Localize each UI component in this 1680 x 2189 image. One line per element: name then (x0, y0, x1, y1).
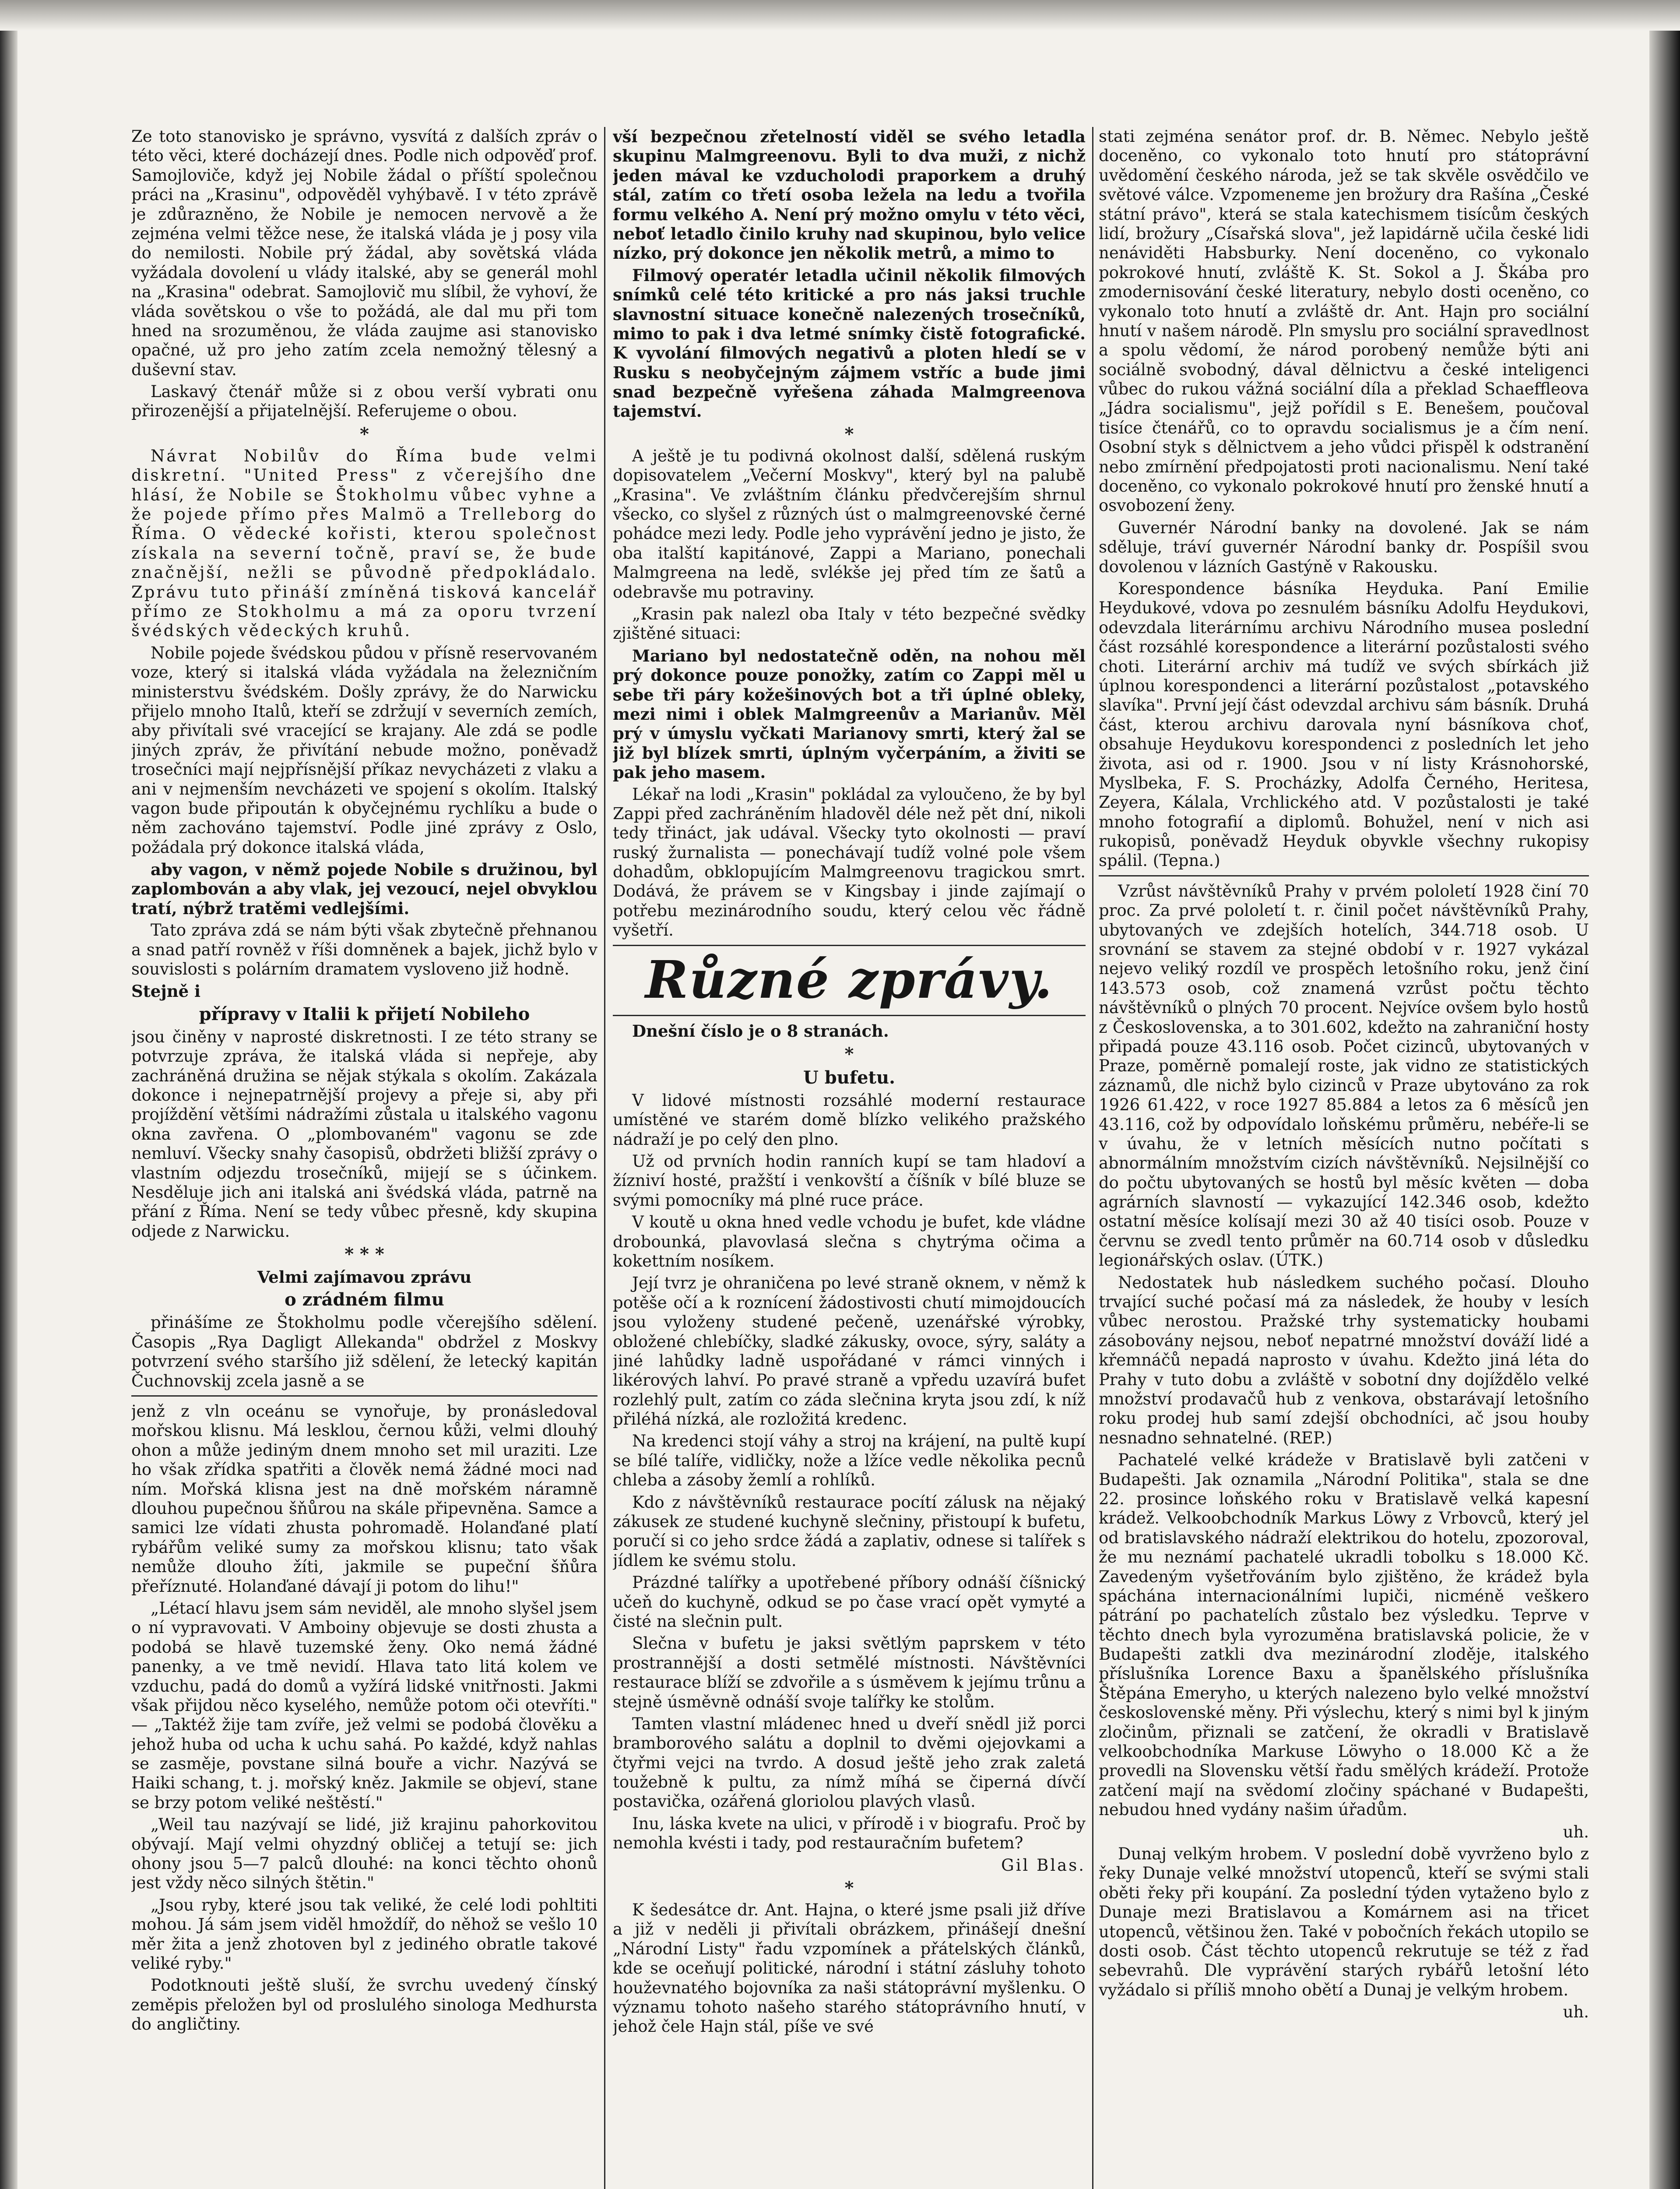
article-paragraph: „Jsou ryby, které jsou tak veliké, že celé lodi pohltiti mohou. Já sám jsem viděl hmoždíř, do něhož se vešlo 10 měr žita a jenž zhotoven byl z jediného obratle takové veliké ryby." (131, 1895, 597, 1973)
scan-right-edge (1649, 0, 1680, 2189)
news-item: Pachatelé velké krádeže v Bratislavě byli zatčeni v Budapešti. Jak oznamila „Národní Politika", stala se dne 22. prosince loňského roku v Bratislavě velká kapesní krádež. Velkoobchodník Markus Löwy z Vrbovců, který jel od bratislavského nádraží elektrikou do hotelu, zpozoroval, že mu neznámí pachatelé ukradli tobolku s 18.000 Kč. Zavedeným vyšetřováním bylo zjištěno, že krádež byla spáchána internacionálními lupiči, nicméně veškero pátrání po pachatelích zůstalo bez výsledku. Teprve v těchto dnech byla vyrozuměna bratislavská policie, že v Budapešti zatkli dva mezinárodní zloděje, italského příslušníka Lorence Baxu a španělského příslušníka Štěpána Emeryho, u kterých nalezeno bylo velké množství československé měny. Při výslechu, který s nimi byl k jiným zločinům, přiznali se zatčení, že okradli v Bratislavě velkoobchodníka Markuse Löwyho o 18.000 Kč a že provedli na Slovensku větší řadu smělých krádeží. Protože zatčení mají na svědomí zločiny spáchané v Budapešti, nebudou hned vydány našim úřadům. (1099, 1450, 1589, 1819)
article-paragraph: Už od prvních hodin ranních kupí se tam hladoví a žízniví hosté, pražští i venkovští a číšník v bílé bluze se svými pomocníky má plné ruce práce. (613, 1151, 1086, 1210)
article-paragraph: přinášíme ze Štokholmu podle včerejšího sdělení. Časopis „Rya Dagligt Allekanda" obdržel z Moskvy potvrzení svého staršího již sdělení, že letecký kapitán Čuchnovskij zcela jasně a se (131, 1313, 597, 1390)
column-3 (1099, 127, 1589, 2189)
article-paragraph: „Krasin pak nalezl oba Italy v této bezpečné svědky zjištěné situaci: (613, 604, 1086, 643)
article-paragraph: Její tvrz je ohraničena po levé straně oknem, v němž k potěše očí a k roznícení žádostivosti chutí mimojdoucích jsou vyloženy studené pečeně, uzenářské výrobky, obložené chlebíčky, sladké zákusky, ovoce, sýry, saláty a jiné lahůdky ladně uspořádané v rámci vinných i likérových lahví. Po pravé straně a vpředu uzavírá bufet rozlehlý pult, zatím co záda slečnina kryta jsou zdí, k níž přiléhá nízká, ale rozložitá kredenc. (613, 1274, 1086, 1429)
scan-top-edge (0, 0, 1680, 31)
article-paragraph: Ze toto stanovisko je správno, vysvítá z dalších zpráv o této věci, které docházejí dnes. Podle nich odpověď prof. Samojloviče, když jej Nobile žádal o příští společnou práci na „Krasinu", odpověděl vyhýbavě. I v této zprávě je zdůrazněno, že Nobile je nemocen nervově a že zejména velmi těžce nese, že italská vláda je j posy vila do nemilosti. Nobile prý žádal, aby sovětská vláda vyžádala dovolení u vlády italské, aby se generál mohl na „Krasina" odebrat. Samojlovič mu slíbil, že vyhoví, že vláda sovětskou o vše to požádá, ale dal mu při tom hned na srozuměnou, že vláda zaujme asi stanovisko opačné, už pro jeho zatím zcela nemožný tělesný a duševní stav. (131, 127, 597, 379)
notice-line: Dnešní číslo je o 8 stranách. (632, 1021, 889, 1041)
news-item: Guvernér Národní banky na dovolené. Jak se nám sděluje, tráví guvernér Národní banky dr. Pospíšil svou dovolenou v lázních Gastýně v Rakousku. (1099, 518, 1589, 576)
article-heading: U bufetu. (803, 1067, 895, 1088)
article-signature: Gil Blas. (1001, 1855, 1086, 1875)
article-paragraph: Nobile pojede švédskou půdou v přísně reservovaném voze, který si italská vláda vyžádala na železničním ministerstvu švédském. Došly zprávy, že do Narwicku přijelo mnoho Italů, kteří se zdržují v severních zemích, aby přivítali své vracející se krajany. Ale zdá se podle jiných zpráv, že přivítání nebude možno, poněvadž trosečníci mají nejpřísnější příkaz nevycházeti z vlaku a ani v nejmenším nevcházeti ve spojení s okolím. Italský vagon bude připoután k obyčejnému rychlíku a bude o něm zachováno tajemství. Podle jiné zprávy z Oslo, požádala prý dokonce italská vláda, (131, 643, 597, 857)
article-paragraph: jsou činěny v naprosté diskretnosti. I ze této strany se potvrzuje zpráva, že italská vláda si nepřeje, aby zachráněná družina se nějak stýkala s okolím. Zakázala dokonce i nejnepatrnější projevy a přeje si, aby při projíždění většími nádražími zůstala u italského vagonu okna zavřena. O „plombovaném" vagonu se zde nemluví. Všecky snahy časopisů, obdržeti bližší zprávy o vlastním odjezdu trosečníků, mijejí se s účinkem. Nesděluje jich ani italská ani švédská vláda, patrně na přání z Říma. Není se tedy vůbec přesně, kdy skupina odjede z Narwicku. (131, 1027, 597, 1241)
article-paragraph: „Létací hlavu jsem sám neviděl, ale mnoho slyšel jsem o ní vypravovati. V Amboiny objevuje se dosti zhusta a podobá se hlavě tuzemské ženy. Oko nemá žádné panenky, a ve tmě nevidí. Hlava tato litá kolem ve vzduchu, padá do domů a vyžírá lidské vnitřnosti. Jakmi však přijdou něco kyselého, nemůže potom oči otevříti." — „Taktéž žije tam zvíře, jež velmi se podobá člověku a jehož huba od ucha k uchu sahá. Po každé, když nahlas se zasměje, povstane silná bouře a vichr. Nazývá se Haiki schang, t. j. mořský kněz. Jakmile se objeví, stane se brzy potom veliké neštěstí." (131, 1598, 597, 1812)
article-paragraph: Lékař na lodi „Krasin" pokládal za vyloučeno, že by byl Zappi před zachráněním hladověl déle než pět dní, nikoli tedy třináct, jak udával. Všecky tyto okolnosti — praví ruský žurnalista — ponechávají tudíž volné pole všem dohadům, obklopujícím Malmgreenovu tragickou smrt. Dodává, že právem se v Kingsbay i jinde zajímají o potřebu mezinárodního soudu, který celou věc řádně vyšetří. (613, 785, 1086, 940)
news-item: Nedostatek hub následkem suchého počasí. Dlouho trvající suché počasí má za následek, že houby v lesích vůbec nerostou. Pražské trhy systematicky houbami zásobovány nejsou, neboť nepatrné množství dováží lidé a křemnáčů nepadá naprosto v úvahu. Kdežto jiná léta do Prahy v tuto dobu a zvláště v sobotní dny dojíždělo velké množství prodavačů hub z venkova, obstarávají letošního roku prodej hub samí zdejší obchodníci, ač jsou houby nesnadno sehnatelné. (REP.) (1099, 1273, 1589, 1447)
article-paragraph: V koutě u okna hned vedle vchodu je bufet, kde vládne drobounká, plavovlasá slečna s chytrýma očima a kokettním nosíkem. (613, 1213, 1086, 1270)
section-divider-star: * (360, 423, 369, 444)
article-paragraph-bold: aby vagon, v němž pojede Nobile s družinou, byl zaplombován a aby vlak, jej vezoucí, nejel obvyklou tratí, nýbrž tratěmi vedlejšími. (131, 860, 597, 918)
article-paragraph: Laskavý čtenář může si z obou verší vybrati onu přirozenější a přijatelnější. Referujeme o obou. (131, 382, 597, 421)
column-divider-rule (131, 1395, 597, 1397)
column-rule (1099, 875, 1589, 876)
column-2 (613, 127, 1086, 2189)
article-paragraph: A ještě je tu podivná okolnost další, sdělená ruským dopisovatelem „Večerní Moskvy", který byl na palubě „Krasina". Ve zvláštním článku předvčerejším shrnul všecko, co slyšel z různých úst o malmgreenovské černé pohádce mezi ledy. Podle jeho vyprávění jedno je jisto, že oba italští kapitánové, Zappi a Mariano, ponechali Malmgreena na ledě, svlékše jej před tím ze šatů a odebravše mu potraviny. (613, 446, 1086, 602)
article-paragraph-bold: Mariano byl nedostatečně oděn, na nohou měl prý dokonce pouze ponožky, zatím co Zappi měl u sebe tři páry kožešinových bot a tři úplné obleky, mezi nimi i oblek Malmgreenův a Marianův. Měl prý v úmyslu vyčkati Marianovy smrti, který žal se již byl blízek smrti, úplným vyčerpáním, a živiti se pak jeho masem. (613, 646, 1086, 782)
article-subheading: přípravy v Italii k přijetí Nobileho (199, 1003, 530, 1024)
article-paragraph: K šedesátce dr. Ant. Hajna, o které jsme psali již dříve a již v neděli ji přivítali obrázkem, přinášejí dnešní „Národní Listy" řadu vzpomínek a přátelských článků, kde se oceňují politické, národní i státní zásluhy tohoto houževnatého bojovníka za naši státoprávní myšlenku. O významu tohoto našeho starého státoprávního hnutí, v jehož čele Hajn stál, píše ve své (613, 1900, 1086, 2036)
article-paragraph: Návrat Nobilův do Říma bude velmi diskretní. "United Press" z včerejšího dne hlásí, že Nobile se Štokholmu vůbec vyhne a že pojede přímo přes Malmö a Trelleborg do Říma. O vědecké kořisti, kterou společnost získala na severní točně, praví se, že bude značnější, nežli se původně předpokládalo. Zprávu tuto přináší zmíněná tisková kancelář přímo ze Stokholmu a má za oporu tvrzení švédských vědeckých kruhů. (131, 446, 597, 641)
section-divider-stars: * * * (344, 1244, 384, 1265)
article-paragraph: Slečna v bufetu je jaksi světlým paprskem v této prostrannější a dosti setmělé místnosti. Návštěvníci restaurace blíží se zdvořile a s úsměvem k jejímu trůnu a stejně úsměvně odnáší svoje talířky ke stolům. (613, 1634, 1086, 1711)
article-paragraph: stati zejména senátor prof. dr. B. Němec. Nebylo ještě doceněno, co vykonalo toto hnutí pro státoprávní uvědomění českého národa, jež se tak skvěle osvědčilo ve světové válce. Vzpomeneme jen brožury dra Rašína „České státní právo", která se stala katechismem tisícům českých lidí, brožury „Císařská slova", jež lapidárně učila české lidi nenáviděti Habsburky. Není doceněno, co vykonalo pokrokové hnutí, zvláště K. St. Sokol a J. Škába pro zmodernisování české literatury, nebylo dosti oceněno, co vykonalo toto hnutí a zvláště dr. Ant. Hajn pro sociální hnutí v našem národě. Pln smyslu pro sociální spravedlnost a spolu vědomí, že národ porobený nemůže býti ani sociálně svobodný, dával dělnictvu a české inteligenci vůbec do rukou vážná sociální díla a překlad Schaeffleova „Jádra socialismu", jejž pořídil s E. Benešem, poučoval tisíce čtenářů, co to opravdu socialismus je a čím není. Osobní styk s dělnictvem a jeho vůdci přispěl k odstranění nebo zmírnění předpojatosti proti nacionalismu. Není také doceněno, co vykonalo pokrokové hnutí pro ženské hnutí a osvobození ženy. (1099, 127, 1589, 515)
section-divider-star: * (844, 423, 854, 444)
news-item-signature: uh. (1563, 1822, 1589, 1841)
article-paragraph: Podotknouti ještě sluší, že svrchu uvedený čínský zeměpis přeložen byl od proslulého sinologa Medhursta do angličtiny. (131, 1976, 597, 2034)
section-rule (613, 1015, 1086, 1016)
article-lead: Stejně i (131, 982, 201, 1001)
article-paragraph: Prázdné talířky a upotřebené příbory odnáší číšnický učeň do kuchyně, odkud se po čase vrací opět vymyté a čisté na slečnin pult. (613, 1573, 1086, 1631)
article-paragraph: jenž z vln oceánu se vynořuje, by pronásledoval mořskou klisnu. Má lesklou, černou kůži, velmi dlouhý ohon a může jediným dnem mnoho set mil uraziti. Lze ho však zřídka spatřiti a člověk nemá žádné moci nad ním. Mořská klisna jest na dně mořském náramně dlouhou pupečnou šňůrou na skále připevněna. Samce a samici lze vídati zhusta pohromadě. Holanďané platí rybářům veliké sumy za mořskou klisnu; tato však nemůže dlouho žíti, jakmile se pupeční šňůra přeříznuté. Holanďané dávají ji potom do lihu!" (131, 1402, 597, 1596)
column-1 (131, 127, 597, 2189)
news-item-signature: uh. (1563, 2002, 1589, 2022)
article-paragraph: vší bezpečnou zřetelností viděl se svého letadla skupinu Malmgreenovu. Byli to dva muži, z nichž jeden mával ke vzducholodi praporkem a druhý stál, zatím co třetí osoba ležela na ledu a tvořila formu velkého A. Není prý možno omylu v této věci, neboť letadlo činilo kruhy nad skupinou, bylo velice nízko, prý dokonce jen několik metrů, a mimo to (613, 127, 1086, 263)
article-paragraph: Tato zpráva zdá se nám býti však zbytečně přehnanou a snad patří rovněž v říši domněnek a bajek, jichž bylo v souvislosti s polárním dramatem vysloveno již hodně. (131, 921, 597, 979)
article-paragraph: Inu, láska kvete na ulici, v přírodě i v biografu. Proč by nemohla kvésti i tady, pod restauračním bufetem? (613, 1814, 1086, 1853)
section-masthead: Různé zprávy. (645, 949, 1053, 1010)
article-paragraph: „Weil tau nazývají se lidé, již krajinu pahorkovitou obývají. Mají velmi ohyzdný obličej a tetují se: jich ohony jsou 5—7 palců dlouhé: na konci těchto ohonů jest vždy něco silných štětin." (131, 1815, 597, 1893)
article-paragraph: Tamten vlastní mládenec hned u dveří snědl již porci bramborového salátu a doplnil to dvěmi ojejovkami a čtyřmi vejci na tvrdo. A dosud ještě jeho zrak zaletá toužebně k pultu, za nímž míhá se čiperná dívčí postavička, ozářená gloriolou plavých vlasů. (613, 1714, 1086, 1811)
news-item: Korespondence básníka Heyduka. Paní Emilie Heydukové, vdova po zesnulém básníku Adolfu Heydukovi, odevzdala literárnímu archivu Národního musea poslední část rozsáhlé korespondence a literární pozůstalosti svého choti. Literární archiv má tudíž ve svých sbírkách již úplnou korespondenci a literární pozůstalost „potavského slavíka". První její část odevzdal archivu sám básník. Druhá část, kterou archivu darovala nyní básníkova choť, obsahuje Heydukovu korespondenci z posledních let jeho života, asi od r. 1900. Jsou v ní listy Krásnohorské, Myslbeka, F. S. Procházky, Adolfa Černého, Heritesa, Zeyera, Kálala, Vrchlického atd. V pozůstalosti je také mnoho fotografií a diplomů. Bohužel, není v nich asi rukopisů, poněvadž Heyduk obyvkle všechny rukopisy spálil. (Tepna.) (1099, 579, 1589, 870)
section-rule (613, 945, 1086, 946)
news-item: Vzrůst návštěvníků Prahy v prvém pololetí 1928 činí 70 proc. Za prvé pololetí t. r. činil počet návštěvníků Prahy, ubytovaných ve zdejších hotelích, 344.718 osob. U srovnání se stavem za stejné období v r. 1927 vykázal nejevo veliký rozdíl ve prospěch letošního roku, jenž činí 143.573 osob, což znamená vzrůst počtu těchto návštěvníků o plných 70 procent. Nejvíce ovšem bylo hostů z Československa, a to 301.602, kdežto na zahraniční hosty připadá pouze 43.116 osob. Počet cizinců, ubytovaných v Praze, poměrně pomalejí roste, jak vidno ze statistických záznamů, dle nichž bylo cizinců v Praze ubytováno za rok 1926 61.422, v roce 1927 85.884 a letos za 6 měsíců jen 43.116, což by odpovídalo loňskému průměru, nebéře-li se v úvahu, že v letních měsících nutno počítati s abnormálním množstvím cizích návštěvníků. Nejsilnější co do počtu ubytovaných se hostů byl měsíc květen — doba agrárních slavností — vykazující 142.346 osob, kdežto ostatní měsíce kolísají mezi 30 až 40 tisíci osob. Pouze v červnu se zvedl tento průměr na 60.714 osob v důsledku legionářských oslav. (ÚTK.) (1099, 881, 1589, 1270)
article-paragraph: Na kredenci stojí váhy a stroj na krájení, na pultě kupí se bílé talíře, vidličky, nože a lžíce vedle několika pecnů chleba a zásoby žemlí a rohlíků. (613, 1432, 1086, 1490)
article-paragraph: V lidové místnosti rozsáhlé moderní restaurace umístěné ve starém domě blízko velikého pražského nádraží je po celý den plno. (613, 1091, 1086, 1149)
article-paragraph-bold: Filmový operatér letadla učinil několik filmových snímků celé této kritické a pro nás jaksi truchle slavnostní situace konečně nalezených trosečníků, mimo to pak i dva letmé snímky čistě fotografické. K vyvolání filmových negativů a ploten hledí se v Rusku s neobyčejným zájmem vstříc a bude jimi snad bezpečně vyřešena záhada Malmgreenova tajemství. (613, 265, 1086, 421)
section-divider-star: * (844, 1043, 854, 1064)
section-divider-star: * (844, 1878, 854, 1899)
scan-left-edge (0, 0, 18, 2189)
article-heading-line2: o zrádném filmu (285, 1289, 444, 1310)
article-paragraph: Kdo z návštěvníků restaurace pocítí zálusk na nějaký zákusek ze studené kuchyně slečniny, přistoupí k bufetu, poručí si co jeho srdce žádá a zaplativ, odnese si talířek s jídlem ke svému stolu. (613, 1492, 1086, 1570)
news-item: Dunaj velkým hrobem. V poslední době vyvrženo bylo z řeky Dunaje velké množství utopenců, kteří se svými stali oběti řeky při koupání. Za poslední týden vytaženo bylo z Dunaje mezi Bratislavou a Komárnem asi na třicet utopenců, většinou žen. Také v pobočních řekách utopilo se dosti osob. Část těchto utopenců rekrutuje se též z řad sebevrahů. Dle vyprávění starých rybářů letošní léto vyžádalo si příliš mnoho obětí a Dunaj je velkým hrobem. (1099, 1844, 1589, 1999)
newspaper-page (131, 127, 1589, 2189)
vertical-column-rule (1092, 127, 1093, 2189)
article-heading-line1: Velmi zajímavou zprávu (257, 1267, 472, 1287)
vertical-column-rule (604, 127, 605, 2189)
